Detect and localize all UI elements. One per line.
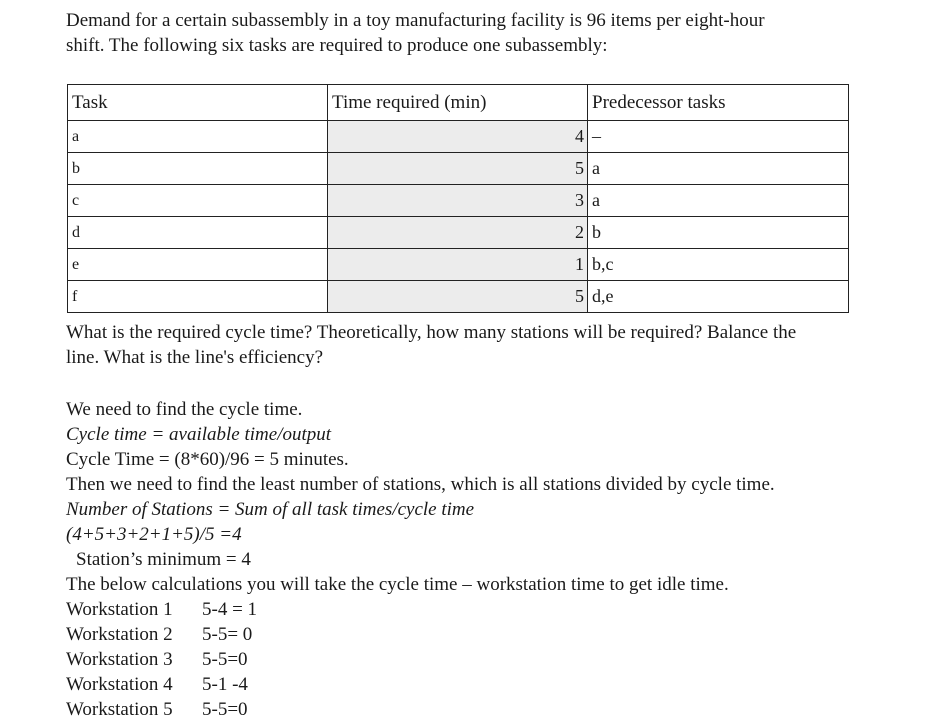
header-predecessor: Predecessor tasks bbox=[588, 85, 849, 121]
table-row bbox=[68, 281, 849, 313]
table-row bbox=[68, 185, 849, 217]
stations-formula: Number of Stations = Sum of all task times/cycle time bbox=[66, 499, 475, 520]
workstation-calc: 5-1 -4 bbox=[202, 674, 248, 695]
cell-predecessor: a bbox=[588, 185, 849, 217]
cycle-time-formula: Cycle time = available time/output bbox=[66, 424, 332, 445]
cell-task: e bbox=[68, 249, 328, 281]
cell-task: c bbox=[68, 185, 328, 217]
task-table bbox=[67, 84, 849, 313]
intro-line-1: Demand for a certain subassembly in a toy manufacturing facility is 96 items per eight-hour bbox=[66, 10, 765, 31]
cell-predecessor: d,e bbox=[588, 281, 849, 313]
workstation-calc: 5-5=0 bbox=[202, 699, 248, 720]
question-text bbox=[66, 320, 796, 370]
workstation-label: Workstation 2 bbox=[66, 624, 173, 645]
cell-task: d bbox=[68, 217, 328, 249]
solution-line: Then we need to find the least number of stations, which is all stations divided by cycle time. bbox=[66, 474, 775, 495]
cycle-time-calc: Cycle Time = (8*60)/96 = 5 minutes. bbox=[66, 449, 349, 470]
cell-time: 3 bbox=[328, 185, 588, 217]
cell-task: f bbox=[68, 281, 328, 313]
cell-predecessor: a bbox=[588, 153, 849, 185]
solution-line: We need to find the cycle time. bbox=[66, 399, 303, 420]
workstation-row bbox=[66, 647, 775, 672]
table-row bbox=[68, 121, 849, 153]
header-task: Task bbox=[68, 85, 328, 121]
solution-line: The below calculations you will take the cycle time – workstation time to get idle time. bbox=[66, 574, 729, 595]
workstation-label: Workstation 1 bbox=[66, 599, 173, 620]
table-row bbox=[68, 217, 849, 249]
cell-predecessor: b bbox=[588, 217, 849, 249]
cell-task: b bbox=[68, 153, 328, 185]
stations-calc: (4+5+3+2+1+5)/5 =4 bbox=[66, 524, 242, 545]
problem-intro bbox=[66, 8, 765, 58]
intro-line-2: shift. The following six tasks are required to produce one subassembly: bbox=[66, 35, 608, 56]
cell-time: 2 bbox=[328, 217, 588, 249]
solution-block bbox=[66, 397, 775, 722]
station-minimum: Station’s minimum = 4 bbox=[76, 549, 251, 570]
cell-task: a bbox=[68, 121, 328, 153]
question-line-2: line. What is the line's efficiency? bbox=[66, 347, 324, 368]
cell-time: 1 bbox=[328, 249, 588, 281]
workstation-calc: 5-5=0 bbox=[202, 649, 248, 670]
workstation-label: Workstation 3 bbox=[66, 649, 173, 670]
cell-predecessor: b,c bbox=[588, 249, 849, 281]
workstation-row bbox=[66, 697, 775, 722]
cell-time: 5 bbox=[328, 281, 588, 313]
cell-predecessor: – bbox=[588, 121, 849, 153]
cell-time: 4 bbox=[328, 121, 588, 153]
workstation-calc: 5-4 = 1 bbox=[202, 599, 258, 620]
table-row bbox=[68, 153, 849, 185]
workstation-label: Workstation 4 bbox=[66, 674, 173, 695]
workstation-row bbox=[66, 672, 775, 697]
table-row bbox=[68, 249, 849, 281]
header-time: Time required (min) bbox=[328, 85, 588, 121]
question-line-1: What is the required cycle time? Theoretically, how many stations will be required? Balance the bbox=[66, 322, 797, 343]
table-header-row bbox=[68, 85, 849, 121]
workstation-calc: 5-5= 0 bbox=[202, 624, 253, 645]
cell-time: 5 bbox=[328, 153, 588, 185]
workstation-row bbox=[66, 622, 775, 647]
workstation-row bbox=[66, 597, 775, 622]
workstation-label: Workstation 5 bbox=[66, 699, 173, 720]
